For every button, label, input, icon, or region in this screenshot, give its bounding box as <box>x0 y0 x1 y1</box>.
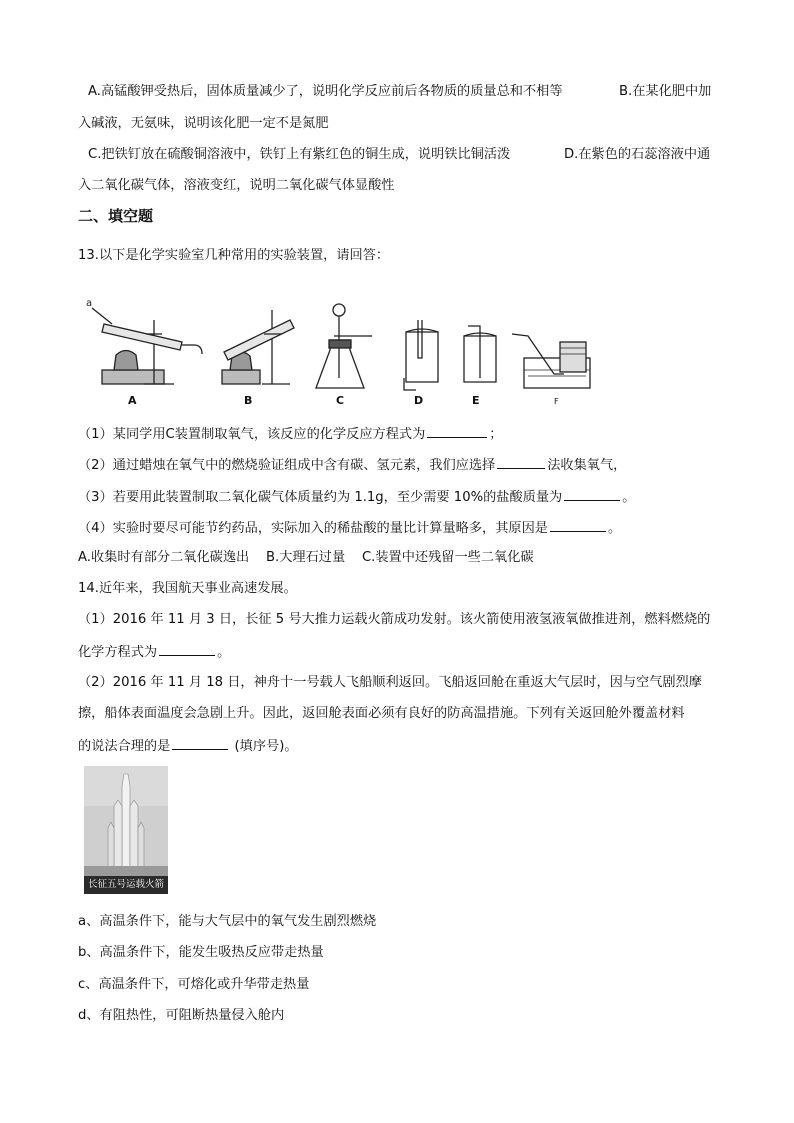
answer-blank-6[interactable] <box>172 735 228 750</box>
q13-part1: （1）某同学用C装置制取氧气，该反应的化学反应方程式为 ； <box>78 423 502 445</box>
answer-blank-2[interactable] <box>497 454 545 469</box>
q14-part1-line1: （1）2016 年 11 月 3 日，长征 5 号大推力运载火箭成功发射。该火箭使用液氢液氧做推进剂，燃料燃烧的 <box>78 612 711 627</box>
figure-marker-a: a <box>86 298 93 309</box>
apparatus-diagram <box>84 290 614 412</box>
answer-blank-1[interactable] <box>427 423 487 438</box>
q13-part2: （2）通过蜡烛在氧气中的燃烧验证组成中含有碳、氢元素，我们应选择 法收集氧气， <box>78 454 626 476</box>
option-a: A.高锰酸钾受热后，固体质量减少了，说明化学反应前后各物质的质量总和不相等 <box>88 84 563 99</box>
section-title: 二、填空题 <box>78 207 154 225</box>
label-e: E <box>472 394 480 407</box>
rocket-photo <box>84 766 168 894</box>
photo-caption: 长征五号运载火箭 <box>84 876 168 894</box>
option-d-continued: 入二氧化碳气体，溶液变红，说明二氧化碳气体显酸性 <box>78 178 395 193</box>
q14-option-a: a、高温条件下，能与大气层中的氧气发生剧烈燃烧 <box>78 914 377 929</box>
option-d-start: D.在紫色的石蕊溶液中通 <box>564 147 711 162</box>
answer-blank-5[interactable] <box>159 641 215 656</box>
label-d: D <box>414 394 424 407</box>
label-f: F <box>554 397 559 406</box>
answer-blank-3[interactable] <box>564 486 620 501</box>
option-c: C.把铁钉放在硫酸铜溶液中，铁钉上有紫红色的铜生成，说明铁比铜活泼 <box>88 147 511 162</box>
label-b: B <box>244 394 253 407</box>
label-a: A <box>128 394 137 407</box>
q14-option-b: b、高温条件下，能发生吸热反应带走热量 <box>78 945 324 960</box>
rocket-image <box>84 766 168 894</box>
q14-option-c: c、高温条件下，可熔化或升华带走热量 <box>78 977 310 992</box>
answer-blank-4[interactable] <box>550 517 606 532</box>
q13-part3: （3）若要用此装置制取二氧化碳气体质量约为 1.1g，至少需要 10%的盐酸质量为 。 <box>78 486 635 508</box>
q14-part2-line2: 擦，船体表面温度会急剧上升。因此，返回舱表面必须有良好的防高温措施。下列有关返回舱外覆盖材料 <box>78 706 685 721</box>
q13-stem: 13.以下是化学实验室几种常用的实验装置，请回答： <box>78 248 390 263</box>
q14-option-d: d、有阻热性，可阻断热量侵入舱内 <box>78 1008 285 1023</box>
q13-part4: （4）实验时要尽可能节约药品，实际加入的稀盐酸的量比计算量略多，其原因是 。 <box>78 517 621 539</box>
q14-part2-line1: （2）2016 年 11 月 18 日，神舟十一号载人飞船顺利返回。飞船返回舱在重返大气层时，因与空气剧烈摩 <box>78 675 702 690</box>
option-b-continued: 入碱液，无氨味，说明该化肥一定不是氮肥 <box>78 116 329 131</box>
apparatus-figure <box>84 290 614 416</box>
label-c: C <box>336 394 345 407</box>
option-b-start: B.在某化肥中加 <box>619 84 712 99</box>
q14-part2-line3: 的说法合理的是 (填序号)。 <box>78 735 298 757</box>
q14-stem: 14.近年来，我国航天事业高速发展。 <box>78 581 297 596</box>
q13-choices: A.收集时有部分二氧化碳逸出 B.大理石过量 C.装置中还残留一些二氧化碳 <box>78 550 534 565</box>
q14-part1-line2: 化学方程式为 。 <box>78 641 230 663</box>
